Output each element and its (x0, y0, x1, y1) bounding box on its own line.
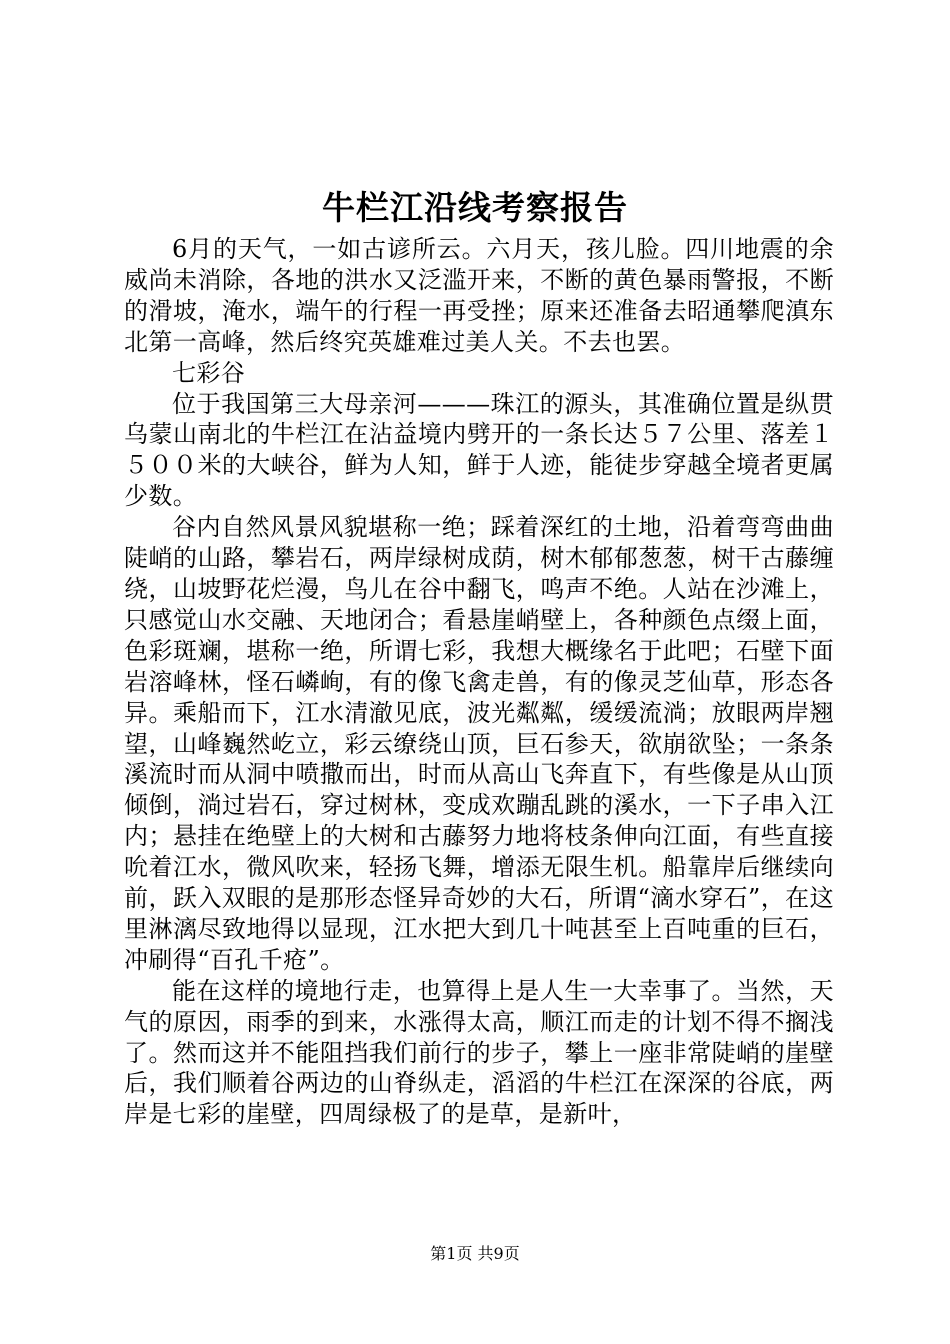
paragraph-journey: 能在这样的境地行走，也算得上是人生一大幸事了。当然，天气的原因，雨季的到来，水涨得太高，顺江而走的计划不得不搁浅了。然而这并不能阻挡我们前行的步子，攀上一座非常陡峭的崖壁后，我们顺着谷两边的山脊纵走，滔滔的牛栏江在深深的谷底，两岸是七彩的崖壁，四周绿极了的是草，是新叶， (124, 976, 834, 1129)
page-number-footer: 第1页 共9页 (430, 1244, 520, 1263)
paragraph-scenery: 谷内自然风景风貌堪称一绝；踩着深红的土地，沿着弯弯曲曲陡峭的山路，攀岩石，两岸绿树成荫，树木郁郁葱葱，树干古藤缠绕，山坡野花烂漫，鸟儿在谷中翻飞，鸣声不绝。人站在沙滩上，只感觉山水交融、天地闭合；看悬崖峭壁上，各种颜色点缀上面，色彩斑斓，堪称一绝，所谓七彩，我想大概缘名于此吧；石壁下面岩溶峰林，怪石嶙峋，有的像飞禽走兽，有的像灵芝仙草，形态各异。乘船而下，江水清澈见底，波光粼粼，缓缓流淌；放眼两岸翘望，山峰巍然屹立，彩云缭绕山顶，巨石参天，欲崩欲坠；一条条溪流时而从洞中喷撒而出，时而从高山飞奔直下，有些像是从山顶倾倒，淌过岩石，穿过树林，变成欢蹦乱跳的溪水，一下子串入江内；悬挂在绝壁上的大树和古藤努力地将枝条伸向江面，有些直接吮着江水，微风吹来，轻扬飞舞，增添无限生机。船靠岸后继续向前，跃入双眼的是那形态怪异奇妙的大石，所谓“滴水穿石”，在这里淋漓尽致地得以显现，江水把大到几十吨甚至上百吨重的巨石，冲刷得“百孔千疮”。 (124, 513, 834, 974)
paragraph-intro: 6月的天气，一如古谚所云。六月天，孩儿脸。四川地震的余威尚未消除，各地的洪水又泛滥开来，不断的黄色暴雨警报，不断的滑坡，淹水，端午的行程一再受挫；原来还准备去昭通攀爬滇东北第一高峰，然后终究英雄难过美人关。不去也罢。 (124, 235, 834, 356)
document-body (124, 234, 834, 1130)
section-heading-qicaigu: 七彩谷 (172, 358, 246, 387)
document-title: 牛栏江沿线考察报告 (322, 188, 628, 227)
paragraph-location: 位于我国第三大母亲河———珠江的源头，其准确位置是纵贯乌蒙山南北的牛栏江在沾益境内劈开的一条长达５７公里、落差１５００米的大峡谷，鲜为人知，鲜于人迹，能徒步穿越全境者更属少数。 (124, 389, 834, 511)
